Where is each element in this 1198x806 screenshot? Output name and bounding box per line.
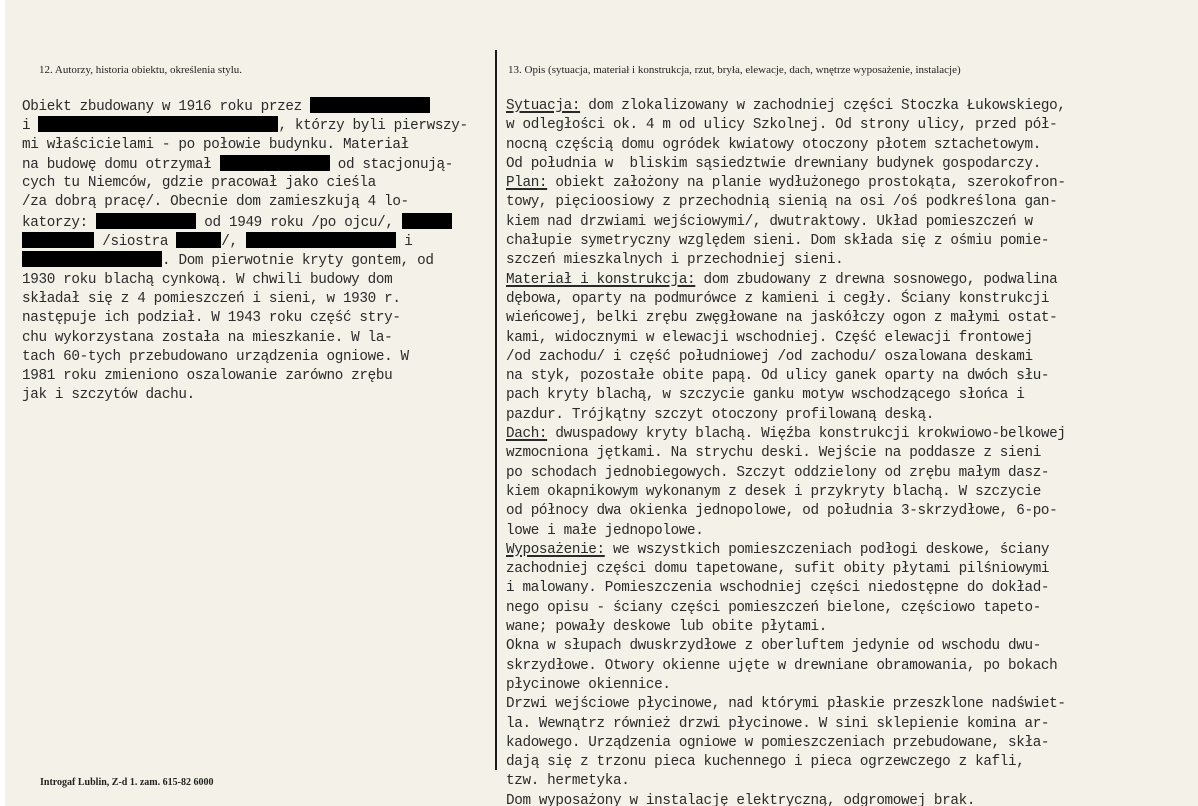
section-label: Wyposażenie: bbox=[506, 541, 605, 558]
text-segment: 1930 roku blachą cynkową. W chwili budowy dom bbox=[22, 271, 393, 288]
text-segment: na budowę domu otrzymał bbox=[22, 156, 220, 173]
text-segment: dwuspadowy kryty blachą. Więźba konstrukcji krokwiowo-belkowej bbox=[547, 426, 1066, 443]
description-line bbox=[506, 483, 1196, 502]
text-segment: szczeń mieszkalnych i przechodniej sieni. bbox=[506, 252, 844, 269]
history-line bbox=[22, 329, 497, 348]
text-segment: katorzy: bbox=[22, 214, 97, 231]
redaction-block bbox=[310, 97, 430, 113]
text-segment: wane; powały deskowe lub obite płytami. bbox=[506, 619, 827, 636]
text-segment: /siostra bbox=[94, 234, 177, 251]
text-segment: tzw. hermetyka. bbox=[506, 773, 630, 790]
text-segment: wieńcowej, belki zrębu zwęgłowane na jaskółczy ogon z małymi ostat- bbox=[506, 310, 1058, 327]
text-segment: chałupie symetryczny względem sieni. Dom składa się z ośmiu pomie- bbox=[506, 233, 1050, 250]
redaction-block bbox=[246, 232, 396, 248]
text-segment: . Dom pierwotnie kryty gontem, od bbox=[162, 253, 434, 270]
text-segment: we wszystkich pomieszczeniach podłogi deskowe, ściany bbox=[604, 541, 1050, 558]
description-line bbox=[506, 715, 1196, 734]
section-label: Plan: bbox=[506, 175, 548, 192]
text-segment: kadowego. Urządzenia ogniowe w pomieszczeniach przebudowane, skła- bbox=[506, 734, 1050, 751]
text-segment: następuje ich podział. W 1943 roku część stry- bbox=[22, 310, 401, 327]
description-line bbox=[506, 386, 1196, 405]
description-line bbox=[506, 444, 1196, 463]
redaction-block bbox=[38, 116, 278, 132]
history-line bbox=[22, 155, 497, 174]
text-segment: dębowa, oparty na podmurówce z kamieni i cegły. Ściany konstrukcji bbox=[506, 290, 1050, 307]
text-segment: po schodach jednobiegowych. Szczyt oddzielony od zrębu małym dasz- bbox=[506, 464, 1050, 481]
description-line bbox=[506, 541, 1196, 560]
redaction-block bbox=[22, 251, 162, 267]
text-segment: tach 60-tych przebudowano urządzenia ogniowe. W bbox=[22, 348, 409, 365]
description-line bbox=[506, 792, 1196, 806]
text-segment: od północy dwa okienka jednopolowe, od południa 3-skrzydłowe, 6-po- bbox=[506, 503, 1058, 520]
redaction-block bbox=[176, 232, 221, 248]
description-line bbox=[506, 464, 1196, 483]
description-line bbox=[506, 367, 1196, 386]
description-line bbox=[506, 618, 1196, 637]
history-line bbox=[22, 271, 497, 290]
text-segment: wzmocniona jętkami. Na strychu deski. Wejście na poddasze z sieni bbox=[506, 445, 1041, 462]
text-segment: pazdur. Trójkątny szczyt otoczony profilowaną deską. bbox=[506, 406, 934, 423]
text-segment: Drzwi wejściowe płycinowe, nad którymi płaskie przeszklone nadświet- bbox=[506, 696, 1066, 713]
section-label: Materiał i konstrukcja: bbox=[506, 271, 696, 288]
text-segment: od stacjonują- bbox=[329, 156, 453, 173]
text-segment: kiem okapnikowym wykonanym z desek i przykryty blachą. W szczycie bbox=[506, 483, 1041, 500]
text-segment: od 1949 roku /po ojcu/, bbox=[196, 214, 402, 231]
description-line bbox=[506, 271, 1196, 290]
description-line bbox=[506, 772, 1196, 791]
history-line bbox=[22, 213, 497, 232]
text-segment: la. Wewnątrz również drzwi płycinowe. W sini sklepienie komina ar- bbox=[506, 715, 1050, 732]
text-segment: chu wykorzystana została na mieszkanie. W la- bbox=[22, 329, 393, 346]
description-line bbox=[506, 329, 1196, 348]
description-line bbox=[506, 579, 1196, 598]
text-segment: /za dobrą pracę/. Obecnie dom zamieszkują 4 lo- bbox=[22, 194, 409, 211]
description-line bbox=[506, 116, 1196, 135]
text-segment: kiem nad drzwiami wejściowymi/, dwutraktowy. Układ pomieszczeń w bbox=[506, 213, 1033, 230]
description-line bbox=[506, 599, 1196, 618]
history-line bbox=[22, 367, 497, 386]
text-segment: /od zachodu/ i część południowej /od zachodu/ oszalowana deskami bbox=[506, 348, 1033, 365]
text-segment: zachodniej części domu tapetowane, sufit obity płytami pilśniowymi bbox=[506, 561, 1050, 578]
text-segment: i bbox=[396, 234, 413, 251]
history-text-column bbox=[22, 97, 497, 406]
text-segment: lowe i małe jednopolowe. bbox=[506, 522, 704, 539]
description-line bbox=[506, 734, 1196, 753]
description-line bbox=[506, 753, 1196, 772]
description-line bbox=[506, 637, 1196, 656]
description-line bbox=[506, 193, 1196, 212]
redaction-block bbox=[220, 155, 330, 171]
text-segment: i malowany. Pomieszczenia wschodniej części niedostępne do dokład- bbox=[506, 580, 1050, 597]
text-segment: , którzy byli pierwszy- bbox=[278, 118, 468, 135]
text-segment: nego opisu - ściany części pomieszczeń bielone, częściowo tapeto- bbox=[506, 599, 1041, 616]
text-segment: /, bbox=[221, 234, 246, 251]
redaction-block bbox=[402, 213, 452, 229]
description-line bbox=[506, 522, 1196, 541]
text-segment: Dom wyposażony w instalację elektryczną, odgromowej brak. bbox=[506, 792, 976, 806]
section-label: Dach: bbox=[506, 426, 548, 443]
history-line bbox=[22, 232, 497, 251]
history-line bbox=[22, 309, 497, 328]
description-line bbox=[506, 560, 1196, 579]
history-line bbox=[22, 348, 497, 367]
history-line bbox=[22, 136, 497, 155]
text-segment: dom zlokalizowany w zachodniej części Stoczka Łukowskiego, bbox=[580, 98, 1066, 114]
redaction-block bbox=[22, 232, 94, 248]
text-segment: skrzydłowe. Otwory okienne ujęte w drewniane obramowania, po bokach bbox=[506, 657, 1058, 674]
text-segment: dają się z trzonu pieca kuchennego i pieca ogrzewczego z kafli, bbox=[506, 754, 1025, 771]
history-line bbox=[22, 174, 497, 193]
description-line bbox=[506, 695, 1196, 714]
description-text-column bbox=[506, 97, 1196, 806]
description-line bbox=[506, 502, 1196, 521]
text-segment: i bbox=[22, 118, 39, 135]
description-line bbox=[506, 406, 1196, 425]
printer-imprint: Introgaf Lublin, Z-d 1. zam. 615-82 6000 bbox=[40, 777, 214, 788]
text-segment: kami, widocznymi w elewacji wschodniej. Część elewacji frontowej bbox=[506, 329, 1033, 346]
page-edge bbox=[0, 0, 5, 806]
history-line bbox=[22, 251, 497, 270]
description-line bbox=[506, 348, 1196, 367]
description-line bbox=[506, 136, 1196, 155]
description-line bbox=[506, 97, 1196, 116]
description-line bbox=[506, 676, 1196, 695]
text-segment: towy, pięcioosiowy z przechodnią sienią na osi /oś podkreślona gan- bbox=[506, 194, 1058, 211]
redaction-block bbox=[96, 213, 196, 229]
text-segment: w odległości ok. 4 m od ulicy Szkolnej. Od strony ulicy, przed pół- bbox=[506, 117, 1058, 134]
history-line bbox=[22, 290, 497, 309]
history-line bbox=[22, 193, 497, 212]
text-segment: pach kryty blachą, w szczycie ganku motyw wschodzącego słońca i bbox=[506, 387, 1025, 404]
text-segment: jak i szczytów dachu. bbox=[22, 387, 195, 404]
text-segment: dom zbudowany z drewna sosnowego, podwalina bbox=[695, 271, 1058, 288]
text-segment: nocną częścią domu ogródek kwiatowy otoczony płotem sztachetowym. bbox=[506, 136, 1041, 153]
text-segment: Od południa w bliskim sąsiedztwie drewniany budynek gospodarczy. bbox=[506, 155, 1041, 172]
description-line bbox=[506, 155, 1196, 174]
text-segment: płycinowe okiennice. bbox=[506, 676, 671, 693]
text-segment: obiekt założony na planie wydłużonego prostokąta, szerokofron- bbox=[547, 175, 1066, 192]
section-12-header: 12. Autorzy, historia obiektu, określenia stylu. bbox=[39, 64, 243, 76]
text-segment: mi właścicielami - po połowie budynku. Materiał bbox=[22, 136, 409, 153]
history-line bbox=[22, 386, 497, 405]
description-line bbox=[506, 251, 1196, 270]
description-line bbox=[506, 309, 1196, 328]
text-segment: na styk, pozostałe obite papą. Od ulicy ganek oparty na dwóch słu- bbox=[506, 368, 1050, 385]
description-line bbox=[506, 232, 1196, 251]
description-line bbox=[506, 174, 1196, 193]
text-segment: Obiekt zbudowany w 1916 roku przez bbox=[22, 99, 311, 115]
text-segment: składał się z 4 pomieszczeń i sieni, w 1930 r. bbox=[22, 290, 401, 307]
text-segment: 1981 roku zmieniono oszalowanie zarówno zrębu bbox=[22, 368, 393, 385]
history-line bbox=[22, 97, 497, 116]
description-line bbox=[506, 425, 1196, 444]
description-line bbox=[506, 213, 1196, 232]
section-13-header: 13. Opis (sytuacja, materiał i konstrukcja, rzut, bryła, elewacje, dach, wnętrze wyposażenie, instalacje) bbox=[508, 64, 961, 76]
text-segment: cych tu Niemców, gdzie pracował jako cieśla bbox=[22, 175, 376, 192]
history-line bbox=[22, 116, 497, 135]
description-line bbox=[506, 657, 1196, 676]
description-line bbox=[506, 290, 1196, 309]
section-label: Sytuacja: bbox=[506, 98, 581, 114]
text-segment: Okna w słupach dwuskrzydłowe z oberluftem jedynie od wschodu dwu- bbox=[506, 638, 1041, 655]
